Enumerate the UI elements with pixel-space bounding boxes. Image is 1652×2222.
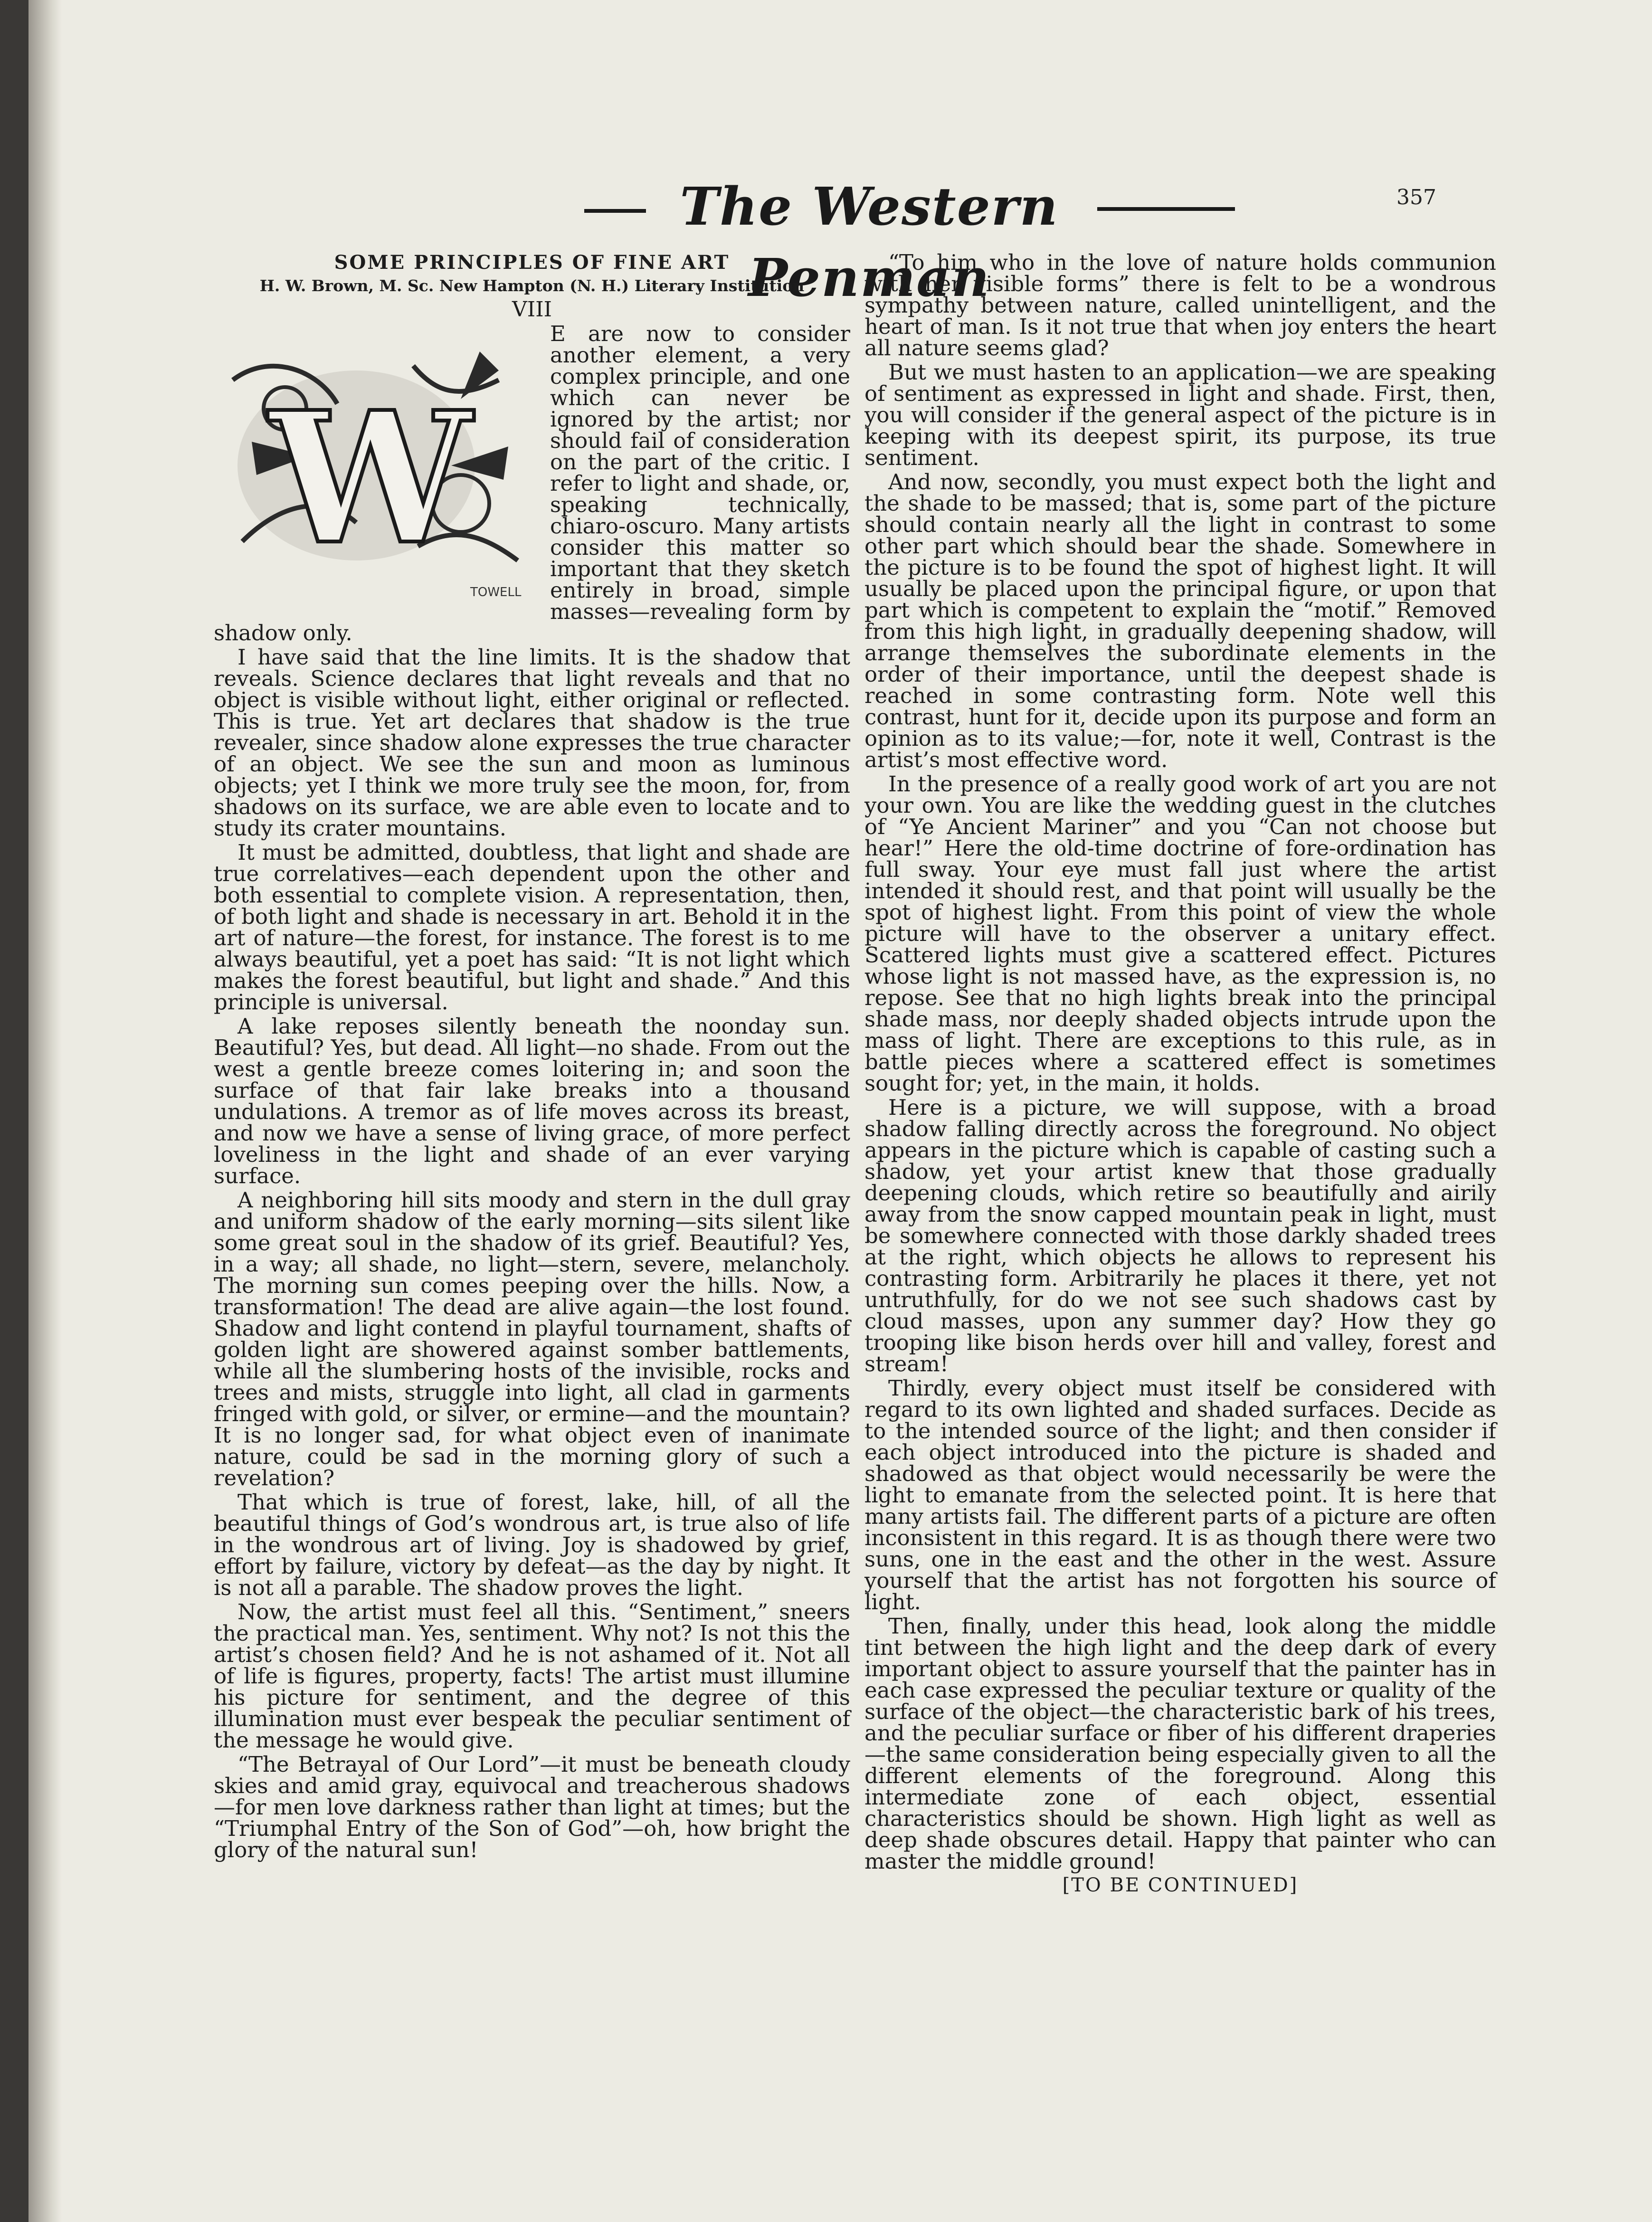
paragraph-left-2: I have said that the line limits. It is the shadow that reveals. Science declares that light reveals and that no object is visible without light, either original or reflected. This is true. Yet art declares that shadow is the true revealer, since shadow alone expresses the true character of an object. We see the sun and moon as luminous objects; yet I think we more truly see the moon, for, from shadows on its surface, we are able even to locate and to study its crater mountains. [214,645,850,841]
article-byline: H. W. Brown, M. Sc. New Hampton (N. H.) Literary Institution [259,276,805,295]
header-rule-left [584,209,646,213]
illustrator-signature: TOWELL [470,585,522,599]
thistle-dropcap-icon [214,323,541,613]
paragraph-left-5: A neighboring hill sits moody and stern in the dull gray and uniform shadow of the early morning—sits silent like some great soul in the shadow of its grief. Beautiful? Yes, in a way; all shade, no light—stern, severe, melancholy. The morning sun comes peeping over the hills. Now, a transformation! The dead are alive again—the lost found. Shadow and light contend in playful tournament, shafts of golden light are showered against somber battlements, while all the slumbering hosts of the invisible, rocks and trees and mists, struggle into light, all clad in garments fringed with gold, or silver, or ermine—and the mountain? It is no longer sad, for what object even of inanimate nature, could be sad in the morning glory of such a revelation? [214,1187,850,1491]
paragraph-right-6: Thirdly, every object must itself be considered with regard to its own lighted and shaded surfaces. Decide as to the intended source of the light; and then consider if each object introduced into the picture is shaded and shadowed as that object would necessarily be were the light to emanate from the selected point. It is here that many artists fail. The different parts of a picture are often inconsistent in this regard. It is as though there were two suns, one in the east and the other in the west. Assure yourself that the artist has not forgotten his source of light. [864,1376,1496,1614]
masthead-logo: The Western Penman [680,176,1059,308]
paragraph-right-1: “To him who in the love of nature holds communion with her visible forms” there is felt to be a wondrous sympathy between nature, called unintelligent, and the heart of man. Is it not true that when joy enters the heart all nature seems glad? [864,250,1496,361]
page-number: 357 [1396,185,1436,209]
paragraph-left-4: A lake reposes silently beneath the noonday sun. Beautiful? Yes, but dead. All light—no shade. From out the west a gentle breeze comes loitering in; and soon the surface of that fair lake breaks into a thousand undulations. A tremor as of life moves across its breast, and now we have a sense of living grace, of more perfect loveliness in the light and shade of an ever varying surface. [214,1014,850,1188]
column-left [214,252,850,1863]
paragraph-right-7: Then, finally, under this head, look along the middle tint between the high light and the deep dark of every important object to assure yourself that the painter has in each case expressed the peculiar texture or quality of the surface of the object—the characteristic bark of his trees, and the peculiar surface or fiber of his different draperies—the same consideration being especially given to all the different elements of the foreground. Along this intermediate zone of each object, essential characteristics should be shown. High light as well as deep shade obscures detail. Happy that painter who can master the middle ground! [864,1614,1496,1874]
dropcap-letter: W [269,372,472,584]
paragraph-left-7: Now, the artist must feel all this. “Sentiment,” sneers the practical man. Yes, sentiment. Why not? Is not this the artist’s chosen field? And he is not ashamed of it. Not all of life is figures, property, facts! The artist must illumine his picture for sentiment, and the degree of this illumination must ever bespeak the peculiar sentiment of the message he would give. [214,1599,850,1753]
paragraph-left-1: E are now to consider another element, a very complex principle, and one which can never be ignored by the artist; nor should fail of consideration on the part of the critic. I refer to light and shade, or, speaking technically, chiaro-oscuro. Many artists consider this matter so important that they sketch entirely in broad, simple masses—revealing form by shadow only. [214,321,850,646]
paragraph-left-6: That which is true of forest, lake, hill, of all the beautiful things of God’s wondrous art, is true also of life in the wondrous art of living. Joy is shadowed by grief, effort by failure, victory by defeat—as the day by night. It is not all a parable. The shadow proves the light. [214,1490,850,1600]
paragraph-right-3: And now, secondly, you must expect both the light and the shade to be massed; that is, some part of the picture should contain nearly all the light in contrast to some other part which should bear the shade. Somewhere in the picture is to be found the spot of highest light. It will usually be placed upon the principal figure, or upon that part which is competent to explain the “motif.” Removed from this high light, in gradually deepening shadow, will arrange themselves the subordinate elements in the order of their importance, until the deepest shade is reached in some contrasting form. Note well this contrast, hunt for it, decide upon its purpose and form an opinion as to its value;—for, note it well, Contrast is the artist’s most effective word. [864,469,1496,772]
paragraph-right-4: In the presence of a really good work of art you are not your own. You are like the wedding guest in the clutches of “Ye Ancient Mariner” and you “Can not choose but hear!” Here the old-time doctrine of fore-ordination has full sway. Your eye must fall just where the artist intended it should rest, and that point will usually be the spot of highest light. From this point of view the whole picture will have to the observer a unitary effect. Scattered lights must give a scattered effect. Pictures whose light is not massed have, as the expression is, no repose. See that no high lights break into the principal shade mass, nor deeply shaded objects intrude upon the mass of light. There are exceptions to this rule, as in battle pieces where a scattered effect is sometimes sought for; yet, in the main, it holds. [864,771,1496,1096]
section-number: VIII [512,297,552,322]
paragraph-left-3: It must be admitted, doubtless, that light and shade are true correlatives—each dependent upon the other and both essential to complete vision. A representation, then, of both light and shade is necessary in art. Behold it in the art of nature—the forest, for instance. The forest is to me always beautiful, yet a poet has said: “It is not light which makes the forest beautiful, but light and shade.” And this principle is universal. [214,840,850,1015]
column-right [864,252,1496,1899]
binding-gutter [28,0,62,2222]
paragraph-right-5: Here is a picture, we will suppose, with a broad shadow falling directly across the foreground. No object appears in the picture which is capable of casting such a shadow, yet your artist knew that those gradually deepening clouds, which retire so beautifully and airily away from the snow capped mountain peak in light, must be somewhere connected with those darkly shaded trees at the right, which objects he allows to represent his contrasting form. Arbitrarily he places it there, yet not untruthfully, for do we not see such shadows cast by cloud masses, upon any summer day? How they go trooping like bison herds over hill and valley, forest and stream! [864,1095,1496,1377]
continued-notice: [TO BE CONTINUED] [1062,1874,1299,1896]
dropcap-illustration [214,323,541,613]
header-rule-right [1097,207,1235,211]
paragraph-left-8: “The Betrayal of Our Lord”—it must be beneath cloudy skies and amid gray, equivocal and treacherous shadows—for men love darkness rather than light at times; but the “Triumphal Entry of the Son of God”—oh, how bright the glory of the natural sun! [214,1752,850,1862]
article-title: SOME PRINCIPLES OF FINE ART [334,251,730,274]
paragraph-right-2: But we must hasten to an application—we are speaking of sentiment as expressed in light and shade. First, then, you will consider if the general aspect of the picture is in keeping with its deepest spirit, its purpose, its true sentiment. [864,360,1496,470]
magazine-page [28,0,1652,2222]
